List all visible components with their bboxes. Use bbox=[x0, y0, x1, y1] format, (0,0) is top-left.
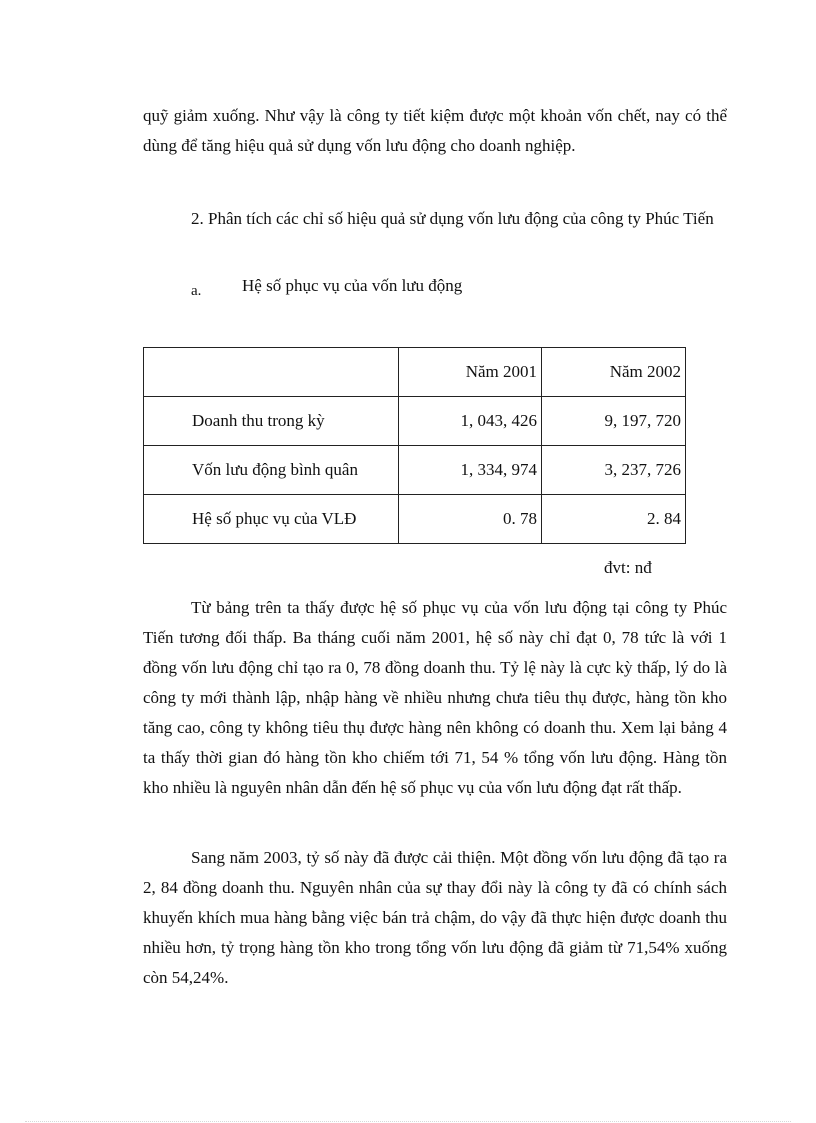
table-cell: 2. 84 bbox=[542, 495, 686, 544]
table-header-cell: Năm 2002 bbox=[542, 348, 686, 397]
table-row bbox=[144, 397, 686, 446]
table-header-cell bbox=[144, 348, 399, 397]
coefficient-table-wrapper bbox=[143, 347, 686, 544]
table-cell: 9, 197, 720 bbox=[542, 397, 686, 446]
table-cell: 1, 334, 974 bbox=[399, 446, 542, 495]
table-header-cell: Năm 2001 bbox=[399, 348, 542, 397]
subheading bbox=[191, 274, 462, 303]
table-cell: Doanh thu trong kỳ bbox=[144, 397, 399, 446]
table-cell: 3, 237, 726 bbox=[542, 446, 686, 495]
paragraph-improvement: Sang năm 2003, tỷ số này đã được cải thiện. Một đồng vốn lưu động đã tạo ra 2, 84 đồng doanh thu. Nguyên nhân của sự thay đổi này là công ty đã có chính sách khuyến khích mua hàng bằng việc bán trả chậm, do vậy đã thực hiện được doanh thu nhiều hơn, tỷ trọng hàng tồn kho trong tổng vốn lưu động đã giảm từ 71,54% xuống còn 54,24%. bbox=[143, 848, 727, 987]
page-bottom-divider bbox=[25, 1121, 791, 1122]
paragraph-intro: quỹ giảm xuống. Như vậy là công ty tiết kiệm được một khoản vốn chết, nay có thể dùng để tăng hiệu quả sử dụng vốn lưu động cho doanh nghiệp. bbox=[143, 106, 727, 155]
table-cell: 0. 78 bbox=[399, 495, 542, 544]
table-cell: Vốn lưu động bình quân bbox=[144, 446, 399, 495]
subheading-letter: a. bbox=[191, 283, 202, 299]
table-cell: 1, 043, 426 bbox=[399, 397, 542, 446]
table-row bbox=[144, 495, 686, 544]
table-header-row bbox=[144, 348, 686, 397]
coefficient-table bbox=[143, 347, 686, 544]
paragraph-analysis: Từ bảng trên ta thấy được hệ số phục vụ của vốn lưu động tại công ty Phúc Tiến tương đối thấp. Ba tháng cuối năm 2001, hệ số này chỉ đạt 0, 78 tức là với 1 đồng vốn lưu động chỉ tạo ra 0, 78 đồng doanh thu. Tỷ lệ này là cực kỳ thấp, lý do là công ty mới thành lập, nhập hàng về nhiều nhưng chưa tiêu thụ được, hàng tồn kho tăng cao, công ty không tiêu thụ được hàng nên không có doanh thu. Xem lại bảng 4 ta thấy thời gian đó hàng tồn kho chiếm tới 71, 54 % tổng vốn lưu động. Hàng tồn kho nhiều là nguyên nhân dẫn đến hệ số phục vụ của vốn lưu động đạt rất thấp. bbox=[143, 598, 727, 797]
section-heading: 2. Phân tích các chỉ số hiệu quả sử dụng vốn lưu động của công ty Phúc Tiến bbox=[191, 209, 714, 228]
subheading-text: Hệ số phục vụ của vốn lưu động bbox=[242, 276, 463, 295]
table-unit-note: đvt: nđ bbox=[604, 558, 652, 577]
table-cell: Hệ số phục vụ của VLĐ bbox=[144, 495, 399, 544]
table-row bbox=[144, 446, 686, 495]
